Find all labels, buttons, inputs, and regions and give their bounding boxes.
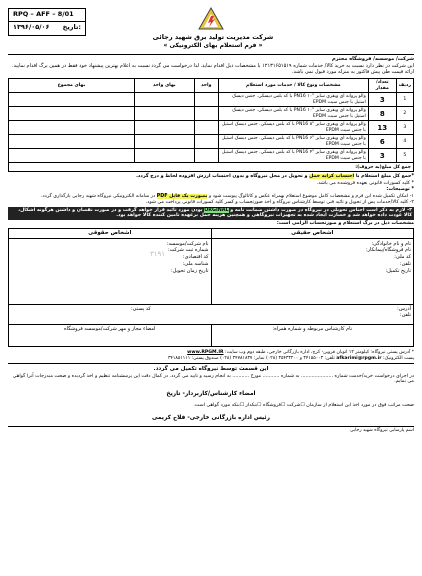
row-number: 3: [396, 121, 413, 135]
intro: [8, 57, 414, 75]
parties-fields-row: [9, 238, 414, 304]
row-total-price[interactable]: [9, 93, 135, 107]
contact-email-line: [8, 356, 414, 361]
row-unit[interactable]: [194, 107, 218, 121]
notes-heading: * توضیحات:: [386, 187, 414, 193]
row-total-price[interactable]: [9, 121, 135, 135]
real-field-national-code: کد ملی:: [394, 254, 411, 261]
col-row: ردیف: [396, 79, 413, 93]
row-total-price[interactable]: [9, 107, 135, 121]
row-qty: 6: [368, 135, 396, 149]
form-title: « فرم استعلام بهای الکترونیکی »: [163, 42, 263, 50]
header-divider: [8, 54, 414, 55]
intro-body: این شرکت در نظر دارد نسبت به خرید کالا/ خدمات شماره ۱۲۱۳۱۶۵۱۵۱۹ با مشخصات ذیل اقدام نماید. لذا درخواست می گردد نسبت به اعلام بهترین پیشنهاد خود فقط در همین برگ اقدام نمایید. ارائه قیمت طی پیش فاکتور به منزله مورد قبول نمی باشد.: [12, 62, 414, 75]
address-label: آدرس:: [397, 305, 411, 312]
row-qty: 3: [368, 93, 396, 107]
real-field-phone: تلفن:: [399, 260, 411, 267]
row-qty: 13: [368, 121, 396, 135]
expert-signature-title: امضاء کارشناس/کاربردار- تاریخ: [166, 390, 256, 397]
row-desc: والو پروانه ای ویفری سایز "۸ PN16 با کد بلس دیسکی. جنس دیسک استیل با جنس سیت EPDM: [218, 121, 368, 135]
company-logo-icon: [198, 7, 224, 31]
row-qty: 8: [368, 107, 396, 121]
salutation: شرکت/ موسسه/ فروشگاه محترم: [331, 56, 414, 62]
expert-sign-label: نام کارشناس مربوطه و شماره همراه:: [211, 324, 414, 346]
website-label: وب سایت:: [225, 349, 246, 355]
parties-table: [8, 228, 414, 346]
table-row: [9, 93, 414, 107]
row-desc: والو پروانه ای ویفری سایز "۶ PN16 با کد بلس دیسکی. جنس دیسک استیل با جنس سیت EPDM: [218, 135, 368, 149]
row-total-price[interactable]: [9, 149, 135, 163]
row-desc: والو پروانه ای ویفری سایز "۱۰ PN16 با کد بلس دیسکی. جنس دیسک استیل با جنس سیت EPDM: [218, 107, 368, 121]
doc-date-value: ۱۳۹۶/۰۵/۰۶: [13, 23, 50, 31]
total-row: [9, 163, 414, 172]
row-unit-price[interactable]: [134, 93, 194, 107]
checkbox-store[interactable]: ☐: [280, 403, 286, 409]
option-bonakeh-label: بنکه: [231, 403, 240, 409]
option-store-label: فروشگاه: [263, 403, 281, 409]
col-unit-price: بهای واحد: [134, 79, 194, 93]
legal-field-delivery-date: تاریخ زمان تحویل:: [171, 267, 209, 274]
parties-header-row: [9, 229, 414, 238]
completion-2b: مورد گواهی است.: [193, 403, 231, 409]
col-qty: تعداد/ مقدار: [368, 79, 396, 93]
contact-address-line: [8, 350, 414, 355]
row-unit-price[interactable]: [134, 107, 194, 121]
doc-date-label: تاریخ:: [62, 23, 81, 31]
row-unit-price[interactable]: [134, 149, 194, 163]
note-5-original: ORGINAL: [204, 207, 229, 213]
completion-divider: [8, 363, 414, 364]
row-total-price[interactable]: [9, 135, 135, 149]
company-block: [128, 34, 298, 50]
email-label: پست الکترونیک:: [382, 355, 414, 361]
table-row: [9, 149, 414, 163]
items-table: [8, 78, 414, 172]
doc-code: [8, 8, 86, 22]
checkbox-wholesaler[interactable]: ☐: [257, 403, 262, 409]
footer-note: اسم پارسایی نیروگاه شهید رجایی: [349, 428, 414, 434]
contact-address: * آدرس پستی نیروگاه: کیلومتر ۱۲ اتوبان قزوین- کرج، اداره بازرگانی خارجی، طبقه دوم: [247, 349, 414, 355]
row-unit[interactable]: [194, 135, 218, 149]
row-number: 2: [396, 107, 413, 121]
col-unit: واحد: [194, 79, 218, 93]
option-company-label: شرکت: [286, 403, 301, 409]
real-persons-fields[interactable]: [211, 238, 414, 304]
doc-code-label: RPQ – AFF – 8/01: [13, 10, 74, 18]
note-line-2: * کلیه کسورات قانونی بعهده فروشنده می باشد.: [316, 180, 414, 186]
email-link[interactable]: afkarimi@rpgm.ir: [336, 355, 382, 361]
row-unit[interactable]: [194, 149, 218, 163]
note-3a: ۱- امکان تکمیل شده این فرم و مشخصات کامل موضوع استعلام بهمراه عکس و کاتالوگ پیوست شود و: [208, 193, 414, 199]
col-desc: مشخصات ونوع کالا / خدمات مورد استعلام: [218, 79, 368, 93]
address-row: [9, 304, 414, 324]
legal-persons-fields[interactable]: [9, 238, 212, 304]
note-line-4: ۲- کلیه کالا/خدمات پس از تحویل و تائید فنی توسط کارشناس نیروگاه و اخذ صورتحساب و کسر کلیه کسورات قانونی پرداخت می شود.: [145, 200, 414, 206]
legal-field-company: نام شرکت/موسسه:: [166, 240, 209, 247]
real-field-shop: نام فروشگاه/پیمانکار:: [365, 247, 411, 254]
col-total-price: بهای مجموع: [9, 79, 135, 93]
legal-field-national-id: شناسه ملی:: [182, 260, 209, 267]
watermark-text: ۳۱۹۱: [150, 250, 166, 258]
completion-block: [8, 366, 414, 421]
note-5c: بودن مورد تائید قرار خواهد گرفت و در صورت نقصان و داشتن هرگونه اشکال، کالا عودت داده خواهد شد و خسارت ایجاد شده به تجهیزات نیروگاهی و همچنین هزینه حمل برعهده تامین کننده کالا خواهد بود.: [18, 207, 412, 219]
row-unit-price[interactable]: [134, 135, 194, 149]
real-persons-header: اشخاص حقیقی: [211, 229, 414, 238]
real-field-date: تاریخ تکمیل:: [385, 267, 411, 274]
items-header-row: [9, 79, 414, 93]
note-line-1: [8, 174, 414, 180]
address-cell[interactable]: [9, 304, 414, 324]
checkbox-company[interactable]: ☐: [300, 403, 305, 409]
signature-row: [9, 324, 414, 346]
row-desc: والو پروانه ای ویفری سایز "۱۰ PN16 با کد بلس دیسکی. جنس دیسک استیل با جنس سیت EPDM: [218, 93, 368, 107]
note-1-highlight: احتساب کرایه حمل: [309, 174, 355, 180]
chief-signature-title: رئیس اداره بازرگانی خارجی- فلاح کریمی: [152, 414, 270, 421]
note-3b: در سامانه الکترونیکی نیروگاه شهید رجایی بارگذاری گردد.: [41, 193, 156, 199]
phone-label: تلفن:: [399, 312, 411, 319]
note-1b: و تحویل در محل نیروگاه و بدون احتساب ارزش افزوده لحاظ و درج گردد.: [136, 174, 308, 180]
row-number: 1: [396, 93, 413, 107]
legal-persons-header: اشخاص حقوقی: [9, 229, 212, 238]
table-row: [9, 121, 414, 135]
completion-line-1: در اجرای درخواست خرید/خدمت شماره ..................... به شماره ........... مورخ ........... به انجام رسید و تایید می گردد. در کمال دقت این پرسشنامه تنظیم و اخذ گردیده و صحت مندرجات آنرا گواهی می نمایم.: [12, 373, 414, 385]
option-wholesaler-label: بنکدار: [245, 403, 258, 409]
row-unit-price[interactable]: [134, 121, 194, 135]
website-link[interactable]: www.RPGM.IR: [187, 349, 224, 355]
total-in-words-label: جمع کل مبلغ(به حروف):: [9, 163, 414, 172]
notes: [8, 174, 414, 226]
company-name: شرکت مدیریت تولید برق شهید رجائی: [152, 33, 274, 41]
note-line-3: [8, 194, 414, 200]
completion-2a: صحت مراتب فوق در مورد اخذ این استعلام از سازمان: [306, 403, 414, 409]
legal-field-economic-code: کد اقتصادی:: [182, 254, 209, 261]
real-field-name: نام و نام خانوادگی:: [371, 240, 411, 247]
phone-line: تلفن: ۳۴۱۵۵۰۰۳ و ۳۵۴۳۳۲۰۰ (۰۲۸) نمابر: ۳۴۷۸۱۸۳۷ (۰۲۸) صندوق پستی: ۳۴۱۸۵۱۱۱۱: [167, 355, 335, 361]
postal-code-label: کد پستی:: [131, 305, 151, 312]
row-unit[interactable]: [194, 121, 218, 135]
note-line-6: مشخصات ذیل در برگ استعلام و صورتحساب الزامی است:: [276, 220, 414, 226]
table-row: [9, 107, 414, 121]
note-1a: *جمع کل مبلغ استعلام با: [355, 174, 414, 180]
completion-title: این قسمت توسط نیروگاه تکمیل می گردد.: [153, 366, 269, 373]
legal-field-registration: شماره ثبت شرکت:: [167, 247, 209, 254]
note-3-highlight: بصورت یک فایل PDF: [156, 193, 208, 199]
completion-line-2: [8, 403, 414, 409]
contact-block: [8, 350, 414, 362]
authorized-sign-label: امضاء مجاز و مهر شرکت/موسسه فروشگاه: [9, 324, 212, 346]
header: [8, 4, 414, 54]
checkbox-bonakeh[interactable]: ☐: [239, 403, 245, 409]
row-number: 4: [396, 135, 413, 149]
doc-date: [8, 22, 86, 36]
row-qty: 3: [368, 149, 396, 163]
note-line-5: [8, 207, 414, 220]
note-5a: ۳- لازم به ذکر است اجناس تحویلی در نیروگاه در صورت داشتن ضمانت نامه و: [230, 207, 412, 213]
table-row: [9, 135, 414, 149]
row-number: 5: [396, 149, 413, 163]
document-code-box: [8, 8, 86, 36]
row-unit[interactable]: [194, 93, 218, 107]
row-desc: والو پروانه ای ویفری سایز "۴ PN16 با کد بلس دیسکی. جنس دیسک استیل با جنس سیت EPDM: [218, 149, 368, 163]
